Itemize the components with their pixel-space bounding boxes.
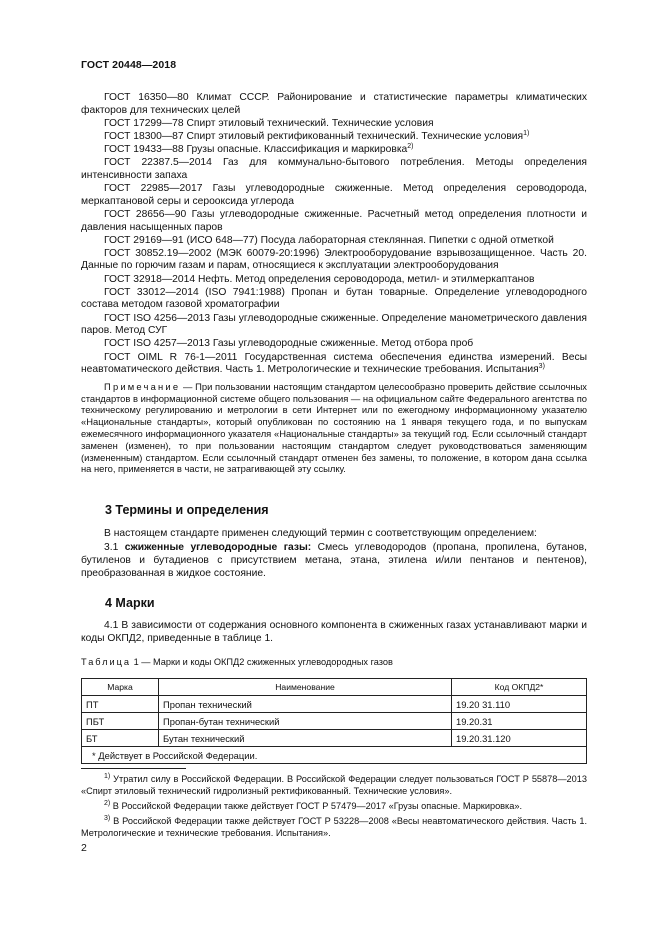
table-row (82, 696, 587, 713)
footnote-mark: 1) (523, 129, 530, 137)
reference-item: ГОСТ 16350—80 Климат СССР. Районирование и статистические параметры климатических факторов для технических целей (81, 92, 587, 116)
footnote: $^{3)}$ В Российской Федерации также действует ГОСТ Р 53228—2008 «Весы неавтоматического действия. Часть 1. Метрологические и технические требования. Испытания». (81, 815, 587, 838)
table-cell: ПБТ (82, 713, 159, 730)
note-paragraph: Примечание — При пользовании настоящим стандартом целесообразно проверить действие ссылочных стандартов в информационной системе общего пользования — на официальном сайте Федерального агентства по техническому регулированию и метрологии в сети Интернет или по ежегодному информационному указателю «Национальные стандарты», который опубликован по состоянию на 1 января текущего года, и по выпускам ежемесячного информационного указателя «Национальные стандарты» за текущий год. Если ссылочный стандарт заменен (изменен), то при пользовании настоящим стандартом следует руководствоваться заменяющим (измененным) стандартом. Если ссылочный стандарт отменен без замены, то положение, в котором дана ссылка на него, применяется в части, не затрагивающей эту ссылку. (81, 380, 587, 475)
footnote: $^{1)}$ Утратил силу в Российской Федерации. В Российской Федерации следует пользоваться ГОСТ Р 55878—2013 «Спирт этиловый технический гидролизный ректификованный. Технические условия». (81, 773, 587, 796)
reference-item: ГОСТ 33012—2014 (ISO 7941:1988) Пропан и бутан товарные. Определение углеводородного состава методом газовой хроматографии (81, 286, 587, 311)
reference-item: ГОСТ 22387.5—2014 Газ для коммунально-бытового потребления. Методы определения интенсивности запаха (81, 157, 587, 181)
reference-item: ГОСТ 29169—91 (ИСО 648—77) Посуда лабораторная стеклянная. Пипетки с одной отметкой (104, 234, 554, 246)
page-number: 2 (81, 842, 87, 854)
reference-item: ГОСТ 17299—78 Спирт этиловый технический. Технические условия (104, 117, 434, 129)
table-cell: Пропан-бутан технический (159, 713, 452, 730)
grades-table (81, 678, 587, 764)
reference-item: ГОСТ 22985—2017 Газы углеводородные сжиженные. Метод определения сероводорода, меркаптановой серы и серооксида углерода (81, 183, 587, 207)
document-code-header: ГОСТ 20448—2018 (81, 59, 177, 71)
normative-references (81, 92, 587, 475)
reference-item: ГОСТ 19433—88 Грузы опасные. Классификация и маркировка$^{2)}$ (104, 143, 414, 156)
table-cell: БТ (82, 730, 159, 747)
table-cell: 19.20.31.120 (452, 730, 587, 747)
table-cell: 19.20.31 (452, 713, 587, 730)
table-footnote-row (82, 747, 587, 764)
footnote: $^{2)}$ В Российской Федерации также действует ГОСТ Р 57479—2017 «Грузы опасные. Маркировка». (104, 800, 523, 811)
table-footnote: * Действует в Российской Федерации. (82, 747, 587, 764)
table-cell: ПТ (82, 696, 159, 713)
table-header-row (82, 679, 587, 696)
table-caption: Таблица 1 — Марки и коды ОКПД2 сжиженных углеводородных газов (81, 657, 393, 667)
column-header: Код ОКПД2* (452, 679, 587, 696)
column-header: Наименование (159, 679, 452, 696)
table-cell: Пропан технический (159, 696, 452, 713)
footnote-mark: 2) (407, 143, 414, 151)
table-cell: 19.20 31.110 (452, 696, 587, 713)
reference-item: ГОСТ 30852.19—2002 (МЭК 60079-20:1996) Электрооборудование взрывозащищенное. Часть 20. Данные по горючим газам и парам, относящиеся к эксплуатации электрооборудования (81, 247, 587, 272)
term-definition: 3.1 сжиженные углеводородные газы: Смесь углеводородов (пропана, пропилена, бутанов, бутиленов и бутадиенов с присутствием метана, этана, этилена и/или пентанов и пентенов), преобразованная в жидкое состояние. (81, 542, 587, 580)
reference-item: ГОСТ OIML R 76-1—2011 Государственная система обеспечения единства измерений. Весы неавтоматического действия. Часть 1. Метрологические и технические требования. Испытания$^{3)}$ (81, 351, 587, 376)
reference-item: ГОСТ 32918—2014 Нефть. Метод определения сероводорода, метил- и этилмеркаптанов (104, 273, 535, 285)
reference-item: ГОСТ ISO 4256—2013 Газы углеводородные сжиженные. Определение манометрического давления паров. Метод СУГ (81, 312, 587, 337)
section-4-paragraph: 4.1 В зависимости от содержания основного компонента в сжиженных газах устанавливают марки и коды ОКПД2, приведенные в таблице 1. (81, 620, 587, 645)
reference-item: ГОСТ 28656—90 Газы углеводородные сжиженные. Расчетный метод определения плотности и давления насыщенных паров (81, 208, 587, 233)
term-name: сжиженные углеводородные газы: (124, 542, 312, 553)
note-label: Примечание (104, 380, 181, 392)
section-3-title: 3 Термины и определения (105, 503, 269, 517)
reference-item: ГОСТ 18300—87 Спирт этиловый ректификованный технический. Технические условия$^{1)}$ (104, 129, 530, 142)
reference-item: ГОСТ ISO 4257—2013 Газы углеводородные сжиженные. Метод отбора проб (104, 338, 474, 350)
section-3-intro: В настоящем стандарте применен следующий термин с соответствующим определением: (104, 528, 537, 539)
table-cell: Бутан технический (159, 730, 452, 747)
table-row (82, 730, 587, 747)
footnote-mark: 3) (538, 363, 545, 371)
table-row (82, 713, 587, 730)
footnote-separator (81, 768, 186, 769)
column-header: Марка (82, 679, 159, 696)
section-4-title: 4 Марки (105, 596, 155, 610)
